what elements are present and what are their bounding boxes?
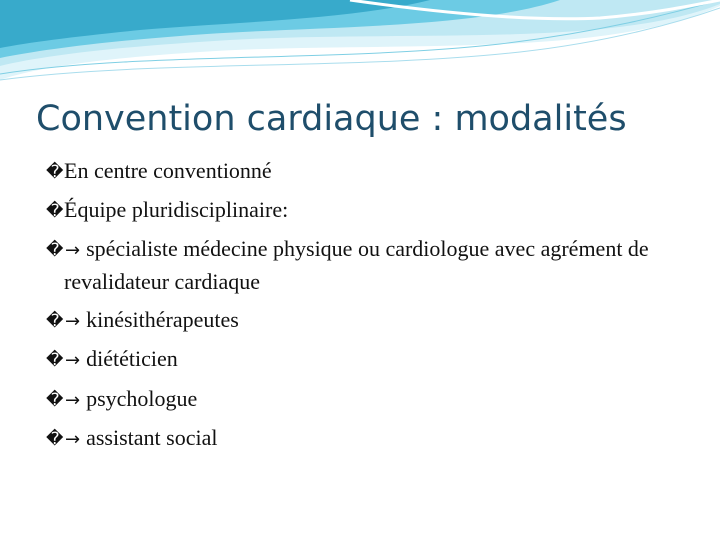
bullet-icon: � xyxy=(46,429,64,449)
bullet-icon: � xyxy=(46,200,64,221)
list-item xyxy=(46,305,706,337)
arrow-right-icon: → xyxy=(65,350,81,371)
arrow-right-icon: → xyxy=(65,429,81,450)
arrow-right-icon: → xyxy=(65,310,81,332)
list-item xyxy=(46,384,706,416)
list-item-text: En centre conventionné xyxy=(64,158,272,183)
list-item-text: assistant social xyxy=(86,425,218,450)
list-item xyxy=(46,344,706,376)
list-item-text: psychologue xyxy=(86,385,198,411)
list-item xyxy=(46,195,706,226)
bullet-icon: � xyxy=(46,162,64,182)
bullet-icon: � xyxy=(46,389,64,410)
bullet-icon: � xyxy=(46,240,64,260)
arrow-right-icon: → xyxy=(65,389,81,411)
bullet-icon: � xyxy=(46,350,64,370)
arrow-right-icon: → xyxy=(65,240,81,261)
bullet-list xyxy=(46,156,706,463)
list-item xyxy=(46,233,706,297)
bullet-icon: � xyxy=(46,310,64,331)
list-item-text: kinésithérapeutes xyxy=(86,306,239,332)
slide-title: Convention cardiaque : modalités xyxy=(36,99,627,139)
list-item xyxy=(46,423,706,455)
list-item-text: Équipe pluridisciplinaire: xyxy=(64,196,289,222)
list-item-text: diététicien xyxy=(86,346,178,371)
header-wave-decoration xyxy=(0,0,720,90)
list-item xyxy=(46,156,706,187)
list-item-text: spécialiste médecine physique ou cardiologue avec agrément de revalidateur cardiaque xyxy=(64,236,649,294)
